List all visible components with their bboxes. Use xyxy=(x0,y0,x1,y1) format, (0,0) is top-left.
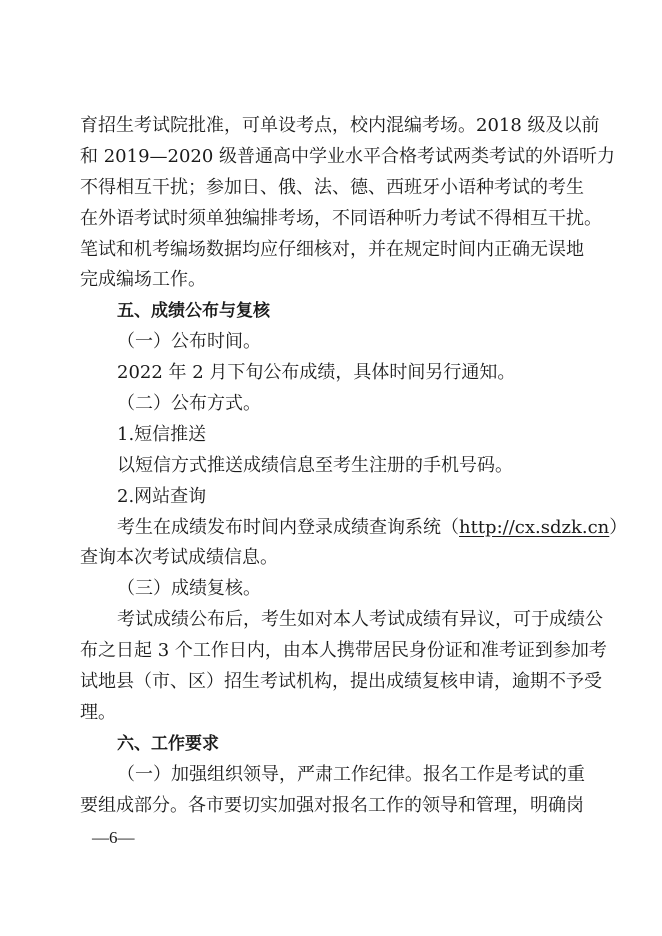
paragraph-line: 笔试和机考编场数据均应仔细核对，并在规定时间内正确无误地 xyxy=(80,238,584,260)
paragraph-line: 布之日起 3 个工作日内，由本人携带居民身份证和准考证到参加考 xyxy=(80,640,607,662)
paragraph-line: 以短信方式推送成绩信息至考生注册的手机号码。 xyxy=(117,454,513,476)
subheading-review: （三）成绩复核。 xyxy=(117,578,261,600)
paragraph-line: 育招生考试院批准，可单设考点，校内混编考场。2018 级及以前 xyxy=(80,115,600,136)
paragraph-line: 在外语考试时须单独编排考场，不同语种听力考试不得相互干扰。 xyxy=(80,207,602,229)
paragraph-line: 要组成部分。各市要切实加强对报名工作的领导和管理，明确岗 xyxy=(80,794,584,816)
paragraph-line xyxy=(80,513,628,544)
subheading-publish-method: （二）公布方式。 xyxy=(117,393,261,415)
subheading-publish-time: （一）公布时间。 xyxy=(117,331,261,353)
document-body xyxy=(80,111,628,821)
paragraph-line: 完成编场工作。 xyxy=(80,269,206,291)
paragraph-line: （一）加强组织领导，严肃工作纪律。报名工作是考试的重 xyxy=(117,763,585,785)
paragraph-line: 查询本次考试成绩信息。 xyxy=(80,547,278,569)
text: 考生在成绩发布时间内登录成绩查询系统（ xyxy=(117,516,459,538)
paragraph-line: 2022 年 2 月下旬公布成绩，具体时间另行通知。 xyxy=(117,362,516,384)
item-sms: 1.短信推送 xyxy=(117,423,207,445)
paragraph-line: 不得相互干扰；参加日、俄、法、德、西班牙小语种考试的考生 xyxy=(80,176,584,198)
paragraph-line: 考试成绩公布后，考生如对本人考试成绩有异议，可于成绩公 xyxy=(117,609,603,631)
page-number: —6— xyxy=(92,828,135,847)
paragraph-line: 理。 xyxy=(80,701,116,723)
text: ） xyxy=(609,516,628,538)
item-website: 2.网站查询 xyxy=(117,485,207,507)
paragraph-line: 和 2019—2020 级普通高中学业水平合格考试两类考试的外语听力 xyxy=(80,145,616,167)
paragraph-line: 试地县（市、区）招生考试机构，提出成绩复核申请，逾期不予受 xyxy=(80,671,602,693)
section-heading-5: 五、成绩公布与复核 xyxy=(117,301,270,322)
query-url-link[interactable]: http://cx.sdzk.cn xyxy=(459,516,610,538)
section-heading-6: 六、工作要求 xyxy=(117,733,219,754)
